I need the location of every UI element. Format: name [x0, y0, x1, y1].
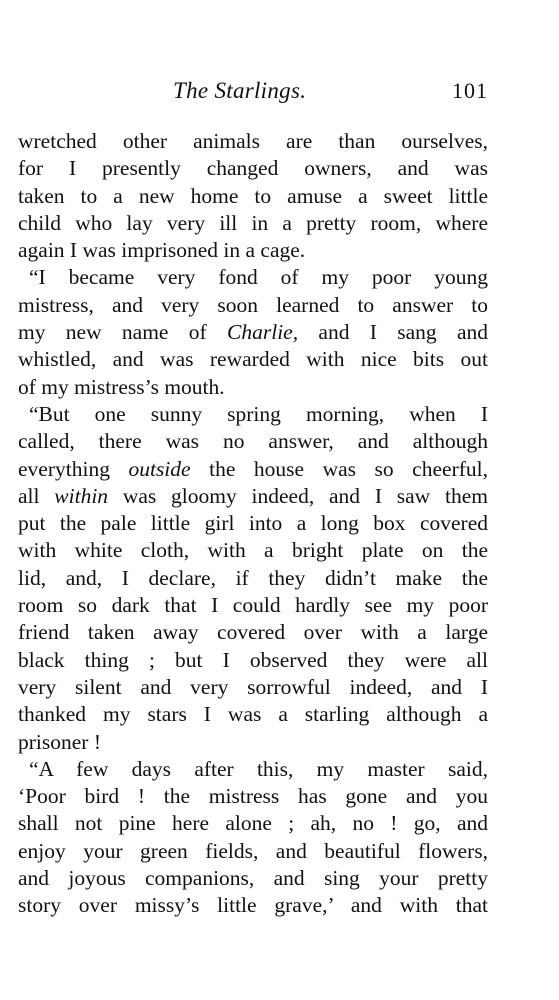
text-line: for I presently changed owners, and was [18, 156, 488, 181]
text-run: was gloomy indeed, and I saw them [108, 483, 488, 508]
text-run: the house was so cheerful, [190, 456, 488, 481]
text-line: whistled, and was rewarded with nice bits out [18, 347, 488, 372]
italic-emphasis: within [54, 483, 109, 508]
text-line: friend taken away covered over with a large [18, 620, 488, 645]
text-line: with white cloth, with a bright plate on the [18, 538, 488, 563]
text-line: ‘Poor bird ! the mistress has gone and you [18, 784, 488, 809]
text-line: enjoy your green fields, and beautiful flowers, [18, 838, 488, 863]
running-title: The Starlings. [173, 78, 307, 103]
text-line: prisoner ! [18, 729, 101, 754]
text-line: taken to a new home to amuse a sweet little [18, 183, 488, 208]
text-run: everything [18, 456, 129, 481]
page-number: 101 [452, 78, 488, 103]
italic-emphasis: outside [128, 456, 191, 481]
text-run: and I sang and [298, 320, 488, 345]
text-line: wretched other animals are than ourselves, [18, 129, 488, 153]
text-line: “But one sunny spring morning, when I [29, 401, 488, 426]
text-line [18, 483, 488, 510]
running-head [18, 78, 488, 108]
text-line [18, 456, 488, 483]
text-line: very silent and very sorrowful indeed, and I [18, 674, 488, 699]
text-line: story over missy’s little grave,’ and with that [18, 893, 488, 918]
body-text [18, 128, 488, 920]
text-line: shall not pine here alone ; ah, no ! go, and [18, 811, 488, 836]
text-line: lid, and, I declare, if they didn’t make the [18, 565, 488, 590]
text-line: again I was imprisoned in a cage. [18, 238, 306, 263]
text-line: called, there was no answer, and although [18, 429, 488, 454]
text-line: of my mistress’s mouth. [18, 374, 225, 399]
text-line: “I became very fond of my poor young [29, 265, 488, 290]
text-line: put the pale little girl into a long box covered [18, 511, 488, 536]
text-line: mistress, and very soon learned to answer to [18, 292, 488, 317]
text-line [18, 319, 488, 346]
text-line: thanked my stars I was a starling although a [18, 702, 488, 727]
italic-name: Charlie, [227, 320, 299, 345]
text-line: and joyous companions, and sing your pretty [18, 866, 488, 891]
text-line: “A few days after this, my master said, [29, 756, 488, 781]
text-line: room so dark that I could hardly see my poor [18, 593, 488, 618]
text-run: all [18, 483, 55, 508]
text-line: child who lay very ill in a pretty room, where [18, 210, 488, 235]
text-line: black thing ; but I observed they were all [18, 647, 488, 672]
text-run: my new name of [18, 320, 228, 345]
